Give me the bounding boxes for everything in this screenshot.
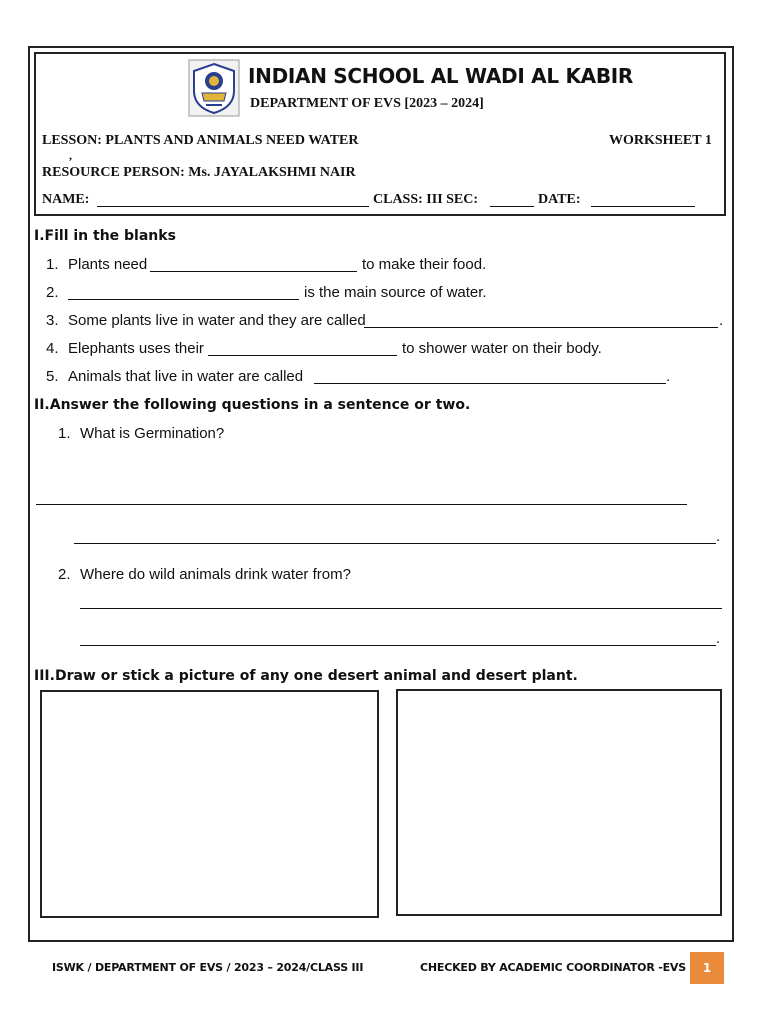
answer-1-period: .: [716, 528, 721, 545]
date-label: DATE:: [538, 192, 581, 207]
item-3-number: 3.: [46, 312, 59, 329]
item-5-suffix: .: [666, 368, 671, 385]
name-label: NAME:: [42, 192, 90, 207]
item-1-suffix: to make their food.: [362, 256, 487, 273]
answer-1-line-1[interactable]: [36, 490, 687, 505]
item-3-suffix: .: [719, 312, 724, 329]
desert-animal-drawing-box[interactable]: [40, 690, 379, 918]
item-1-blank[interactable]: [150, 257, 357, 272]
item-2-number: 2.: [46, 284, 59, 301]
answer-1-line-2[interactable]: [74, 529, 716, 544]
school-name: INDIAN SCHOOL AL WADI AL KABIR: [248, 64, 634, 88]
class-label: CLASS: III SEC:: [373, 192, 479, 207]
item-1-text: Plants need: [68, 256, 148, 273]
resource-person: RESOURCE PERSON: Ms. JAYALAKSHMI NAIR: [42, 165, 356, 180]
worksheet-number: WORKSHEET 1: [609, 133, 712, 148]
section-2-title: II.Answer the following questions in a sentence or two.: [34, 397, 471, 413]
name-field[interactable]: [97, 192, 369, 207]
answer-2-line-2[interactable]: [80, 631, 716, 646]
section-3-title: III.Draw or stick a picture of any one desert animal and desert plant.: [34, 668, 578, 684]
item-2-blank[interactable]: [68, 285, 299, 300]
question-1-text: What is Germination?: [80, 425, 225, 442]
item-5-blank[interactable]: [314, 369, 666, 384]
question-1-number: 1.: [58, 425, 71, 442]
item-1-number: 1.: [46, 256, 59, 273]
item-5-text: Animals that live in water are called: [68, 368, 304, 385]
item-2-suffix: is the main source of water.: [304, 284, 487, 301]
lesson-title: LESSON: PLANTS AND ANIMALS NEED WATER: [42, 133, 359, 148]
question-2-text: Where do wild animals drink water from?: [80, 566, 351, 583]
answer-2-line-1[interactable]: [80, 594, 722, 609]
footer-right-text: CHECKED BY ACADEMIC COORDINATOR -EVS: [420, 961, 686, 974]
question-2-number: 2.: [58, 566, 71, 583]
answer-2-period: .: [716, 630, 721, 647]
section-field[interactable]: [490, 192, 534, 207]
page-number-badge: 1: [690, 952, 724, 984]
item-4-blank[interactable]: [208, 341, 397, 356]
item-4-number: 4.: [46, 340, 59, 357]
item-5-number: 5.: [46, 368, 59, 385]
item-4-text: Elephants uses their: [68, 340, 204, 357]
item-4-suffix: to shower water on their body.: [402, 340, 602, 357]
desert-plant-drawing-box[interactable]: [396, 689, 722, 916]
department-title: DEPARTMENT OF EVS [2023 – 2024]: [250, 96, 484, 111]
stray-mark: ,: [69, 148, 72, 162]
footer-left-text: ISWK / DEPARTMENT OF EVS / 2023 – 2024/CLASS III: [52, 961, 364, 974]
section-1-title: I.Fill in the blanks: [34, 228, 176, 244]
date-field[interactable]: [591, 192, 695, 207]
item-3-blank[interactable]: [364, 313, 718, 328]
school-crest-icon: [188, 59, 240, 117]
item-3-text: Some plants live in water and they are called: [68, 312, 366, 329]
